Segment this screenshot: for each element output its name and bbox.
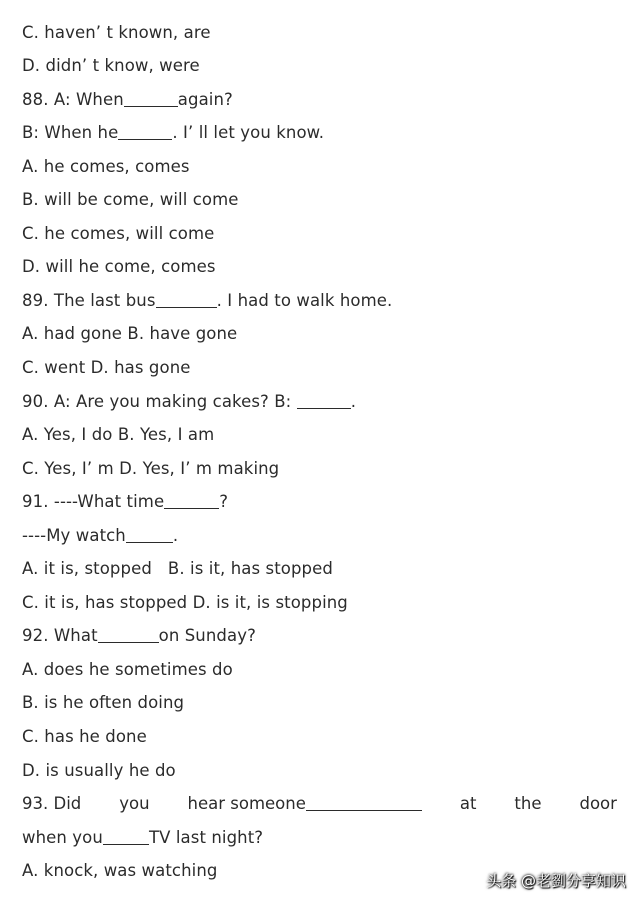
option-line: C. he comes, will come bbox=[22, 224, 215, 243]
question-text: 93. Did bbox=[22, 794, 82, 813]
question-92 bbox=[22, 625, 256, 647]
answer-blank bbox=[98, 626, 159, 643]
question-text bbox=[188, 793, 422, 815]
option-line: A. he comes, comes bbox=[22, 157, 190, 176]
question-text: . bbox=[350, 392, 357, 411]
option-line: C. went D. has gone bbox=[22, 358, 191, 377]
option-line: D. will he come, comes bbox=[22, 257, 216, 276]
answer-blank bbox=[306, 794, 422, 811]
option-line: D. is usually he do bbox=[22, 761, 176, 780]
option-line: C. it is, has stopped D. is it, is stopping bbox=[22, 593, 348, 612]
question-text: TV last night? bbox=[148, 828, 264, 847]
question-text: you bbox=[119, 794, 150, 813]
question-91 bbox=[22, 491, 228, 513]
question-text: . I had to walk home. bbox=[216, 291, 393, 310]
option-line: B. will be come, will come bbox=[22, 190, 239, 209]
option-line: C. Yes, I’ m D. Yes, I’ m making bbox=[22, 459, 280, 478]
question-93-continued bbox=[22, 827, 263, 849]
answer-blank bbox=[156, 291, 217, 308]
answer-blank bbox=[297, 392, 351, 409]
question-text: at bbox=[459, 794, 477, 813]
option-line: C. has he done bbox=[22, 727, 147, 746]
option-line: A. had gone B. have gone bbox=[22, 324, 238, 343]
option-line: A. knock, was watching bbox=[22, 861, 218, 880]
question-text: ----My watch bbox=[22, 526, 126, 545]
question-text: 88. A: When bbox=[22, 90, 124, 109]
option-line: D. didn’ t know, were bbox=[22, 56, 200, 75]
question-text: the bbox=[514, 794, 542, 813]
answer-blank bbox=[118, 123, 172, 140]
question-89 bbox=[22, 290, 392, 312]
option-line: A. it is, stopped B. is it, has stopped bbox=[22, 559, 333, 578]
question-88-response bbox=[22, 122, 324, 144]
option-line: B. is he often doing bbox=[22, 693, 185, 712]
question-text: 92. What bbox=[22, 626, 98, 645]
option-line: A. does he sometimes do bbox=[22, 660, 233, 679]
question-text: B: When he bbox=[22, 123, 119, 142]
answer-blank bbox=[126, 526, 173, 543]
option-line: A. Yes, I do B. Yes, I am bbox=[22, 425, 215, 444]
watermark: 头条 @老劉分享知识 bbox=[486, 872, 626, 890]
answer-blank bbox=[164, 492, 219, 509]
question-text: . I’ ll let you know. bbox=[172, 123, 325, 142]
question-text: . bbox=[172, 526, 179, 545]
question-90 bbox=[22, 391, 356, 413]
question-88 bbox=[22, 89, 233, 111]
answer-blank bbox=[103, 828, 149, 845]
question-text: 90. A: Are you making cakes? B: bbox=[22, 392, 297, 411]
option-line: C. haven’ t known, are bbox=[22, 23, 211, 42]
question-93 bbox=[22, 793, 617, 815]
question-text: on Sunday? bbox=[158, 626, 256, 645]
question-text: when you bbox=[22, 828, 103, 847]
question-text: again? bbox=[177, 90, 233, 109]
question-text: ? bbox=[219, 492, 229, 511]
question-text: hear someone bbox=[187, 794, 306, 813]
question-91-response bbox=[22, 525, 178, 547]
question-text: 89. The last bus bbox=[22, 291, 156, 310]
answer-blank bbox=[124, 90, 178, 107]
question-text: 91. ----What time bbox=[22, 492, 165, 511]
question-text: door bbox=[579, 794, 617, 813]
